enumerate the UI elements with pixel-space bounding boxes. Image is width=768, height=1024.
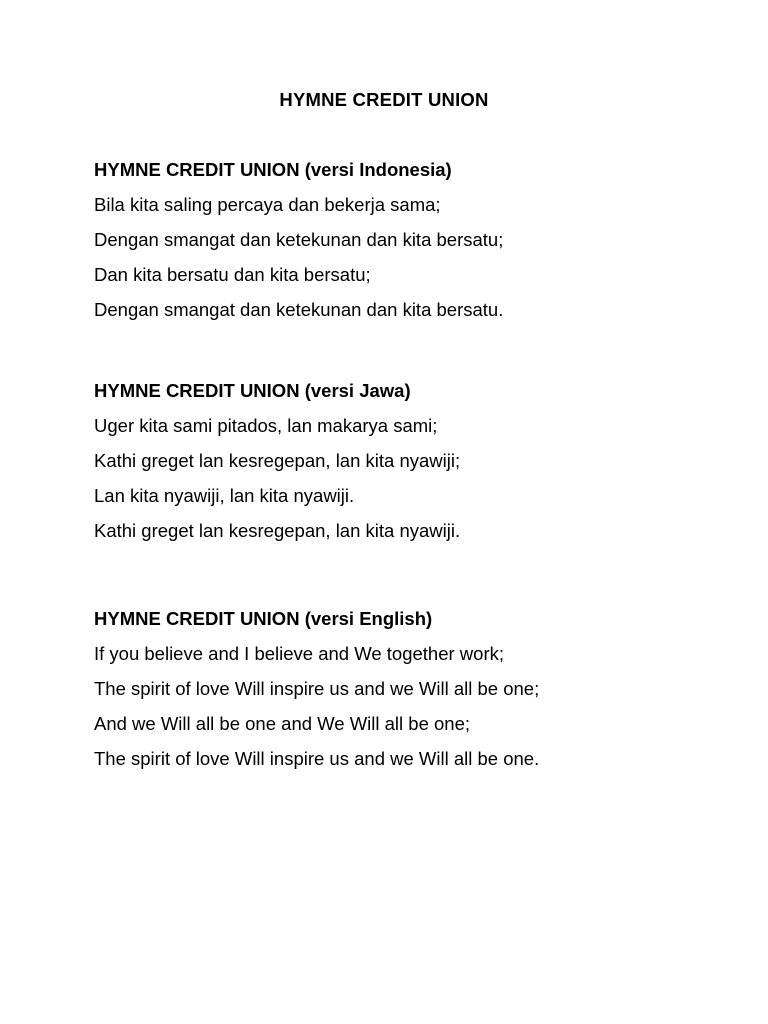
section-heading-english: HYMNE CREDIT UNION (versi English) <box>94 608 433 629</box>
verse-line: Dengan smangat dan ketekunan dan kita bersatu; <box>94 229 504 250</box>
verse-line: Dengan smangat dan ketekunan dan kita bersatu. <box>94 299 504 320</box>
document-title: HYMNE CREDIT UNION <box>279 89 489 110</box>
verse-line: And we Will all be one and We Will all be one; <box>94 713 471 734</box>
verse-line: If you believe and I believe and We together work; <box>94 643 504 664</box>
section-heading-indonesia: HYMNE CREDIT UNION (versi Indonesia) <box>94 159 452 180</box>
section-english <box>94 608 734 783</box>
section-jawa <box>94 380 734 555</box>
verse-line: Kathi greget lan kesregepan, lan kita nyawiji. <box>94 520 461 541</box>
verse-line: Uger kita sami pitados, lan makarya sami; <box>94 415 438 436</box>
section-indonesia <box>94 159 734 334</box>
verse-line: Bila kita saling percaya dan bekerja sama; <box>94 194 441 215</box>
verse-line: The spirit of love Will inspire us and we Will all be one; <box>94 678 540 699</box>
verse-line: Kathi greget lan kesregepan, lan kita nyawiji; <box>94 450 461 471</box>
verse-line: The spirit of love Will inspire us and we Will all be one. <box>94 748 540 769</box>
verse-line: Dan kita bersatu dan kita bersatu; <box>94 264 371 285</box>
verse-line: Lan kita nyawiji, lan kita nyawiji. <box>94 485 355 506</box>
section-heading-jawa: HYMNE CREDIT UNION (versi Jawa) <box>94 380 411 401</box>
